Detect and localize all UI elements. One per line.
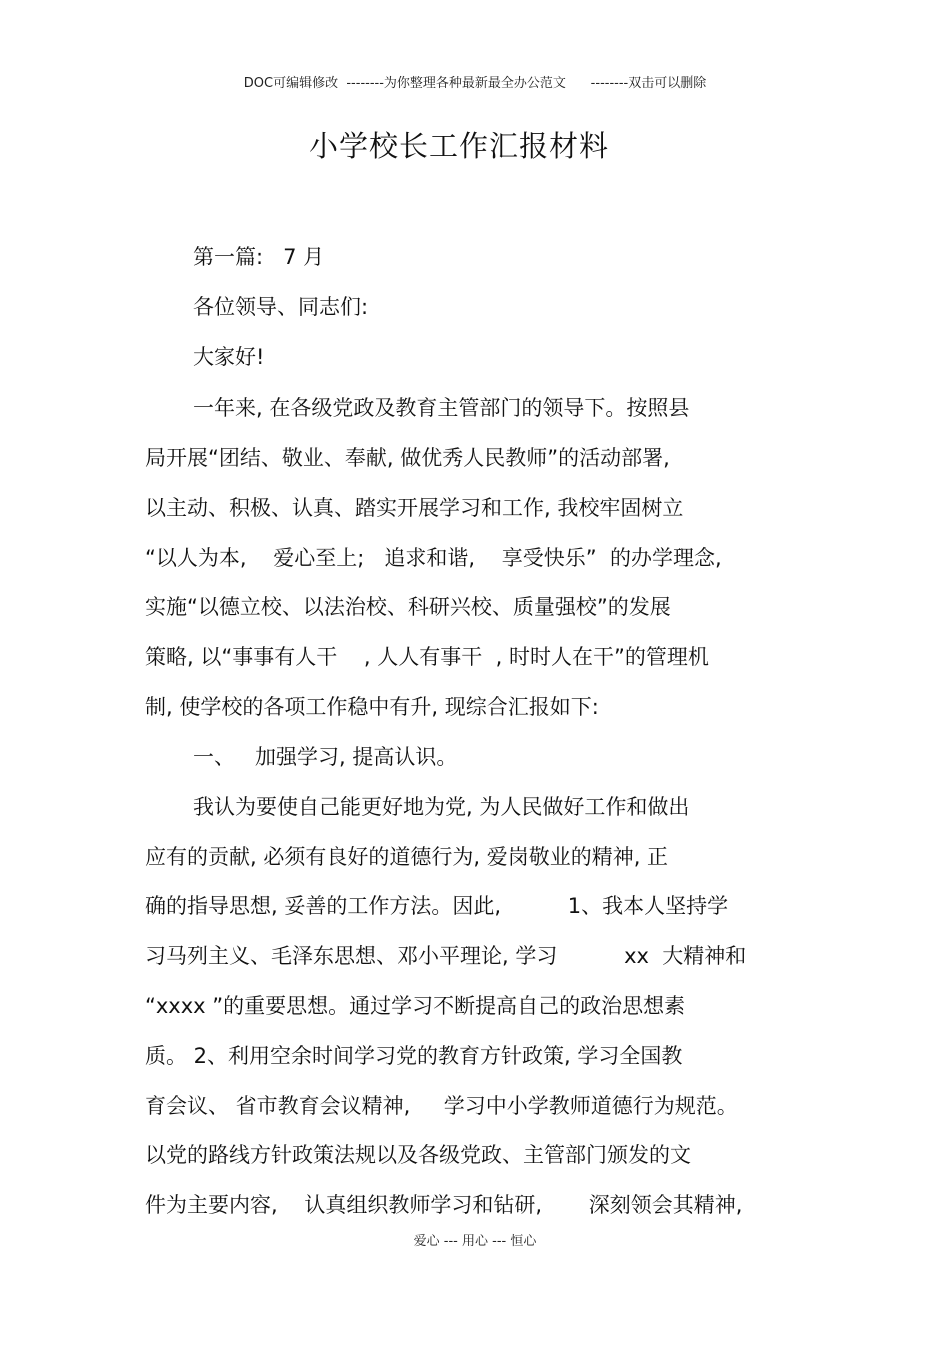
paragraph-line: 局开展“团结、敬业、奉献, 做优秀人民教师”的活动部署, [145, 446, 670, 470]
subsection-heading: 一、 加强学习, 提高认识。 [193, 745, 458, 769]
paragraph-line: 我认为要使自己能更好地为党, 为人民做好工作和做出 [193, 795, 690, 819]
paragraph-line: “xxxx ”的重要思想。通过学习不断提高自己的政治思想素 [145, 994, 686, 1018]
greeting: 大家好! [193, 345, 265, 369]
paragraph-line: 确的指导思想, 妥善的工作方法。因此, 1、我本人坚持学 [145, 894, 729, 918]
page-footer: 爱心 --- 用心 --- 恒心 [413, 1234, 537, 1249]
paragraph-line: 习马列主义、毛泽东思想、邓小平理论, 学习 xx 大精神和 [145, 944, 747, 968]
page-header: DOC可编辑修改 --------为你整理各种最新最全办公范文 --------双击可以删除 [243, 76, 707, 91]
paragraph-line: 制, 使学校的各项工作稳中有升, 现综合汇报如下: [145, 695, 599, 719]
paragraph-line: 以党的路线方针政策法规以及各级党政、主管部门颁发的文 [145, 1143, 691, 1167]
paragraph-line: 实施“以德立校、以法治校、科研兴校、质量强校”的发展 [145, 595, 671, 619]
section-heading: 第一篇: 7 月 [193, 245, 325, 269]
paragraph-line: 件为主要内容, 认真组织教师学习和钻研, 深刻领会其精神, [145, 1193, 743, 1217]
paragraph-line: 质。 2、利用空余时间学习党的教育方针政策, 学习全国教 [145, 1044, 683, 1068]
paragraph-line: 以主动、积极、认真、踏实开展学习和工作, 我校牢固树立 [145, 496, 684, 520]
paragraph-line: “以人为本, 爱心至上; 追求和谐, 享受快乐” 的办学理念, [145, 546, 722, 570]
document-title: 小学校长工作汇报材料 [308, 129, 609, 163]
paragraph-line: 应有的贡献, 必须有良好的道德行为, 爱岗敬业的精神, 正 [145, 845, 669, 869]
paragraph-line: 策略, 以“事事有人干 , 人人有事干 , 时时人在干”的管理机 [145, 645, 709, 669]
paragraph-line: 育会议、 省市教育会议精神, 学习中小学教师道德行为规范。 [145, 1094, 738, 1118]
paragraph-line: 一年来, 在各级党政及教育主管部门的领导下。按照县 [193, 396, 690, 420]
salutation: 各位领导、同志们: [193, 295, 369, 319]
